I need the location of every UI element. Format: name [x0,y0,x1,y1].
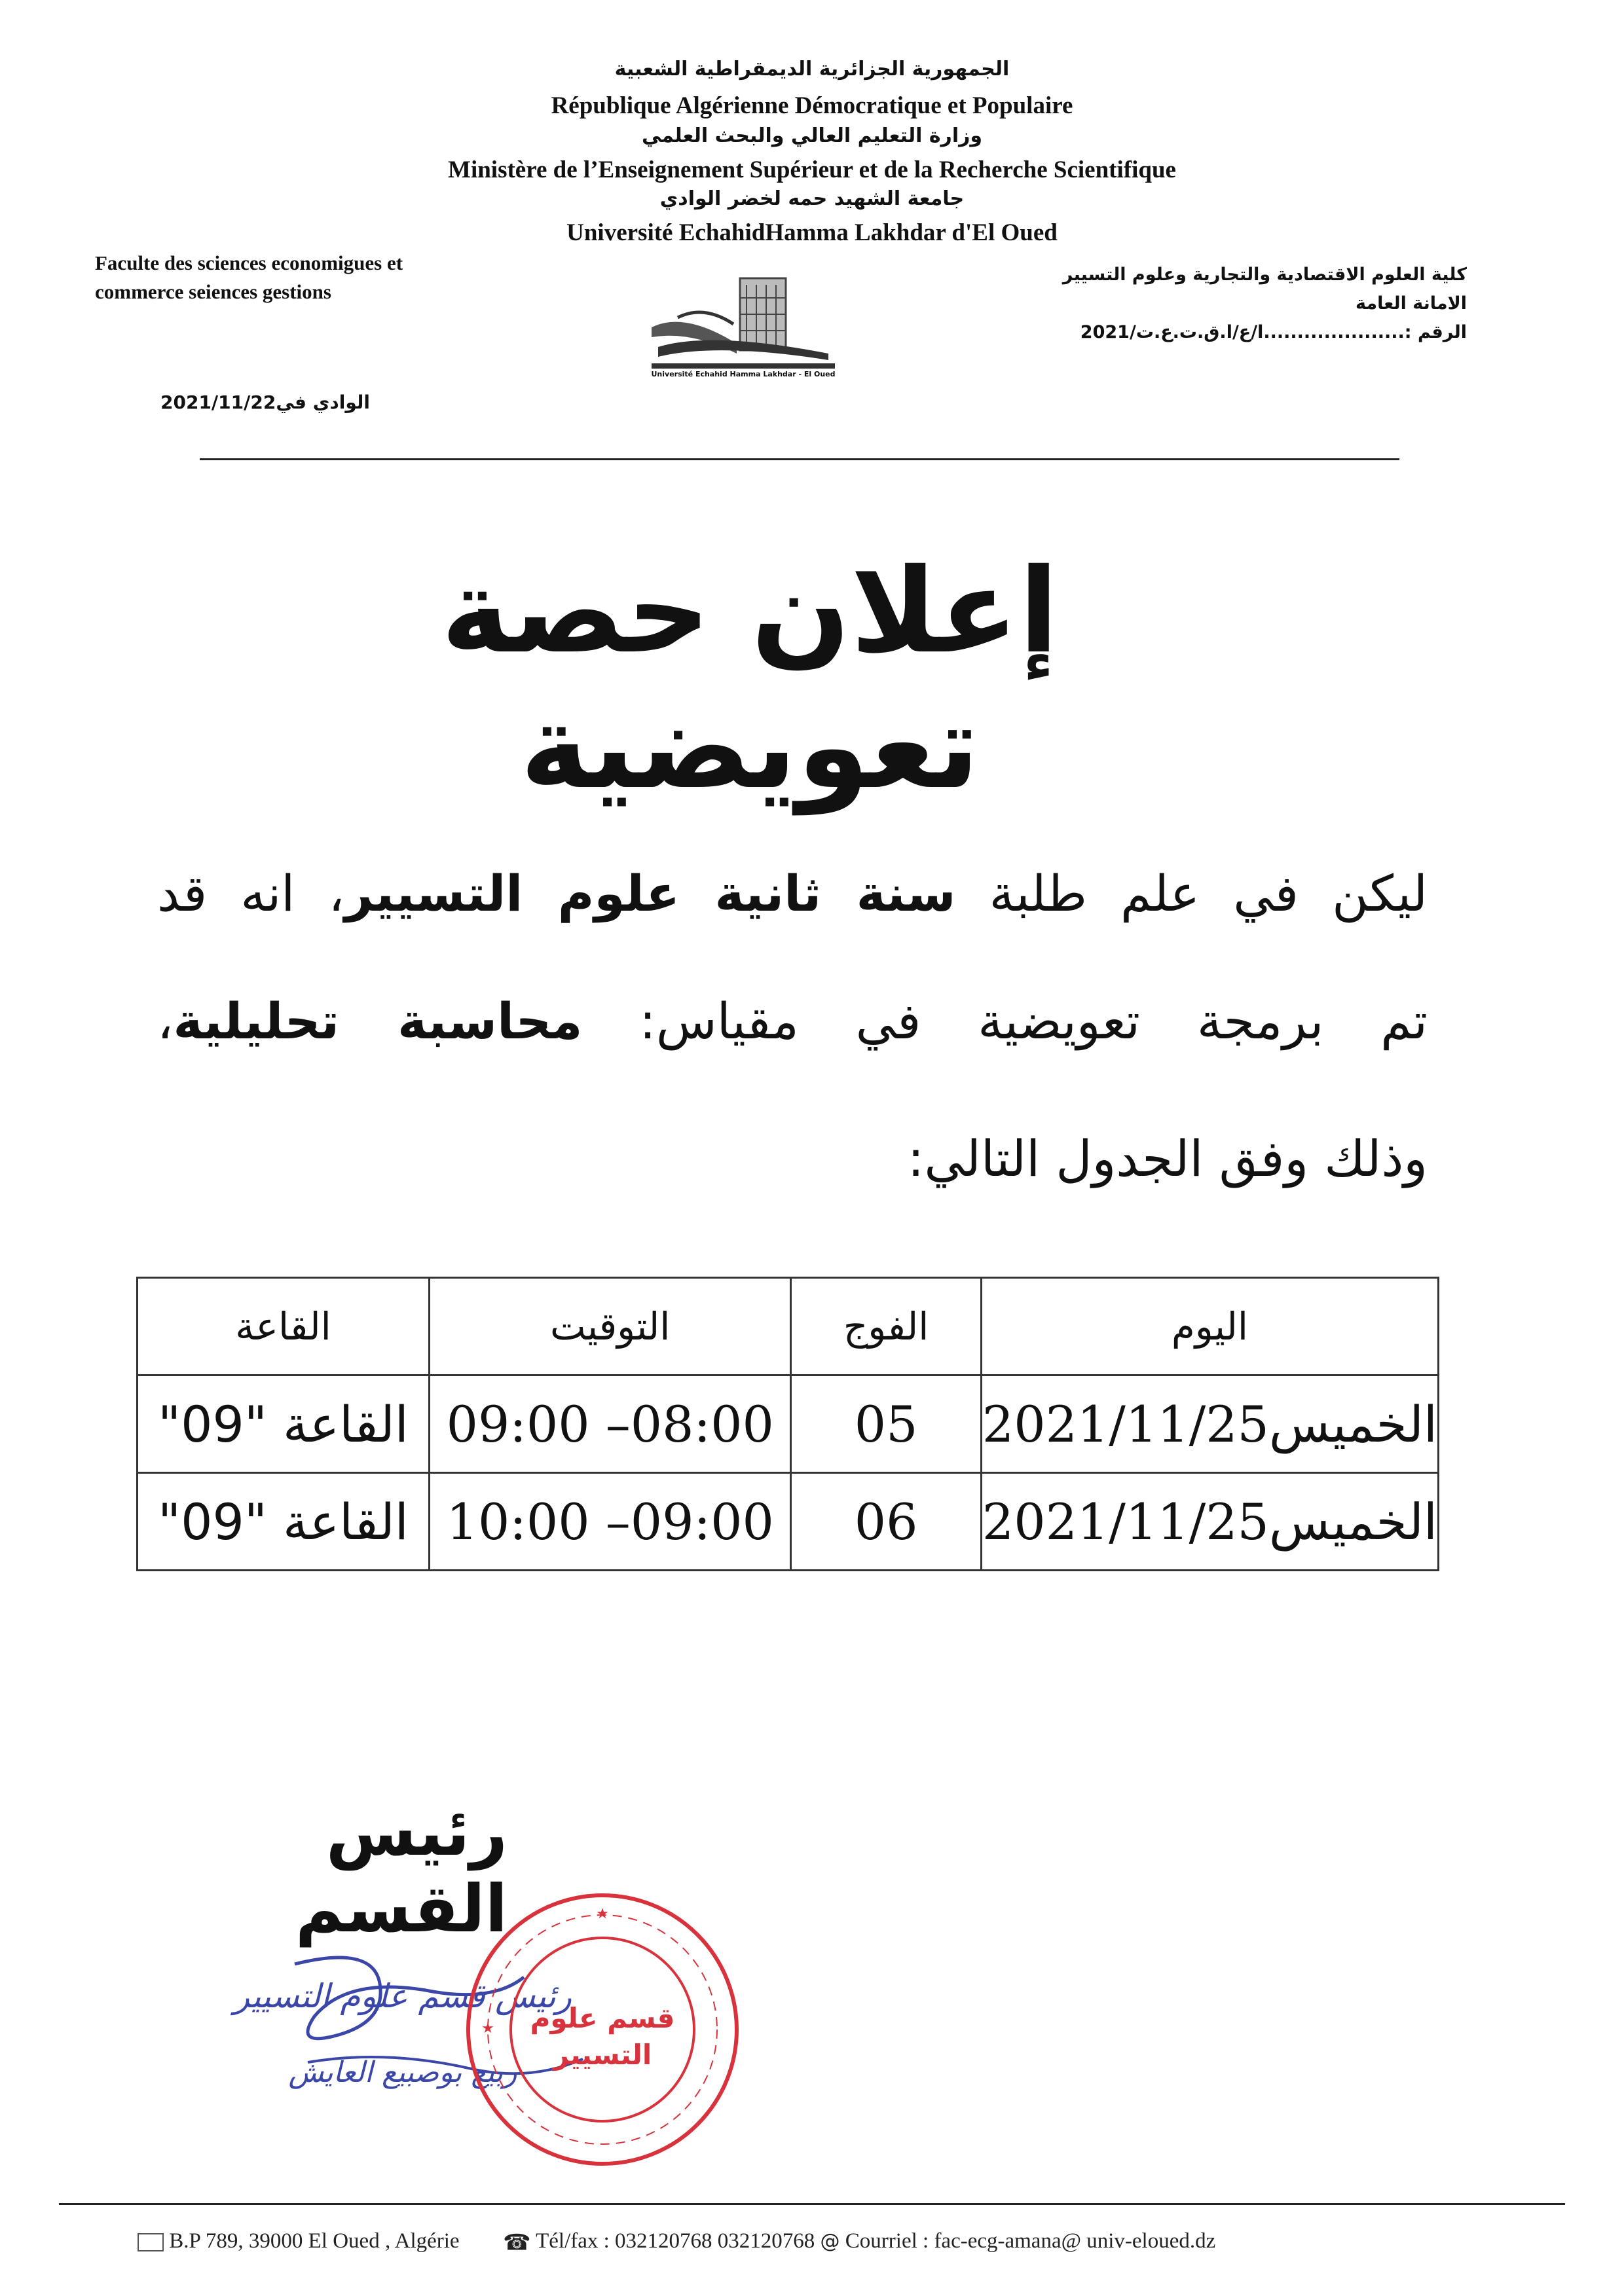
table-header-row [138,1278,1439,1376]
faculty-fr-name [95,249,514,306]
svg-text:★: ★ [596,1906,609,1922]
footer [138,2229,1545,2255]
footer-phone: Tél/fax : 032120768 032120768 [536,2229,815,2253]
header-fr-university: Université EchahidHamma Lakhdar d'El Oued [566,219,1058,246]
body-line-3: وذلك وفق الجدول التالي: [907,1129,1428,1188]
faculty-fr-line2: commerce seiences gestions [95,280,331,303]
faculty-ar-line1: كلية العلوم الاقتصادية والتجارية وعلوم التسيير [1062,264,1467,285]
header-divider [200,458,1399,460]
header-ar-university: جامعة الشهيد حمه لخضر الوادي [659,187,965,210]
header-fr-republic: République Algérienne Démocratique et Populaire [551,92,1073,119]
cell-time: 10:00 –09:00 [430,1473,791,1571]
svg-text:★: ★ [481,2020,494,2037]
email-icon: @ [820,2230,840,2253]
footer-divider [59,2203,1565,2205]
cell-group: 05 [791,1376,982,1473]
body-line-1 [157,864,1428,922]
cell-day: الخميس2021/11/25 [981,1376,1438,1473]
cell-room: القاعة "09" [138,1473,430,1571]
handwritten-signer-role: رئيس قسم علوم التسيير [233,1977,572,2015]
phone-icon: ☎ [503,2229,531,2256]
schedule-table [136,1277,1439,1571]
header-ar-ministry: وزارة التعليم العالي والبحث العلمي [641,124,983,147]
page-title: إعلان حصة تعويضية [441,543,1059,814]
cell-time: 09:00 –08:00 [430,1376,791,1473]
faculty-fr-line1: Faculte des sciences economigues et [95,251,403,274]
cell-room: القاعة "09" [138,1376,430,1473]
target-students: سنة ثانية علوم التسيير [344,864,956,922]
department-stamp [458,1886,747,2174]
table-row [138,1376,1439,1473]
header-room: القاعة [138,1278,430,1376]
body-line-2-start: تم برمجة تعويضية في مقياس: [582,992,1428,1050]
body-line-1-end: ، انه قد [157,864,345,922]
footer-address: B.P 789, 39000 El Oued , Algérie [169,2229,460,2253]
mail-icon [138,2233,164,2251]
header-fr-ministry: Ministère de l’Enseignement Supérieur et de la Recherche Scientifique [448,156,1176,183]
body-line-2 [157,992,1428,1050]
header-ar-republic: الجمهورية الجزائرية الديمقراطية الشعبية [614,58,1010,81]
reference-number: الرقم :.....................ا/ع/ا.ق.ت.ع.ت/2021 [1080,322,1467,342]
faculty-ar-block [877,261,1467,347]
document-date: الوادي في2021/11/22 [160,392,371,413]
header-time: التوقيت [430,1278,791,1376]
table-row [138,1473,1439,1571]
cell-group: 06 [791,1473,982,1571]
stamp-text: قسم علوم التسيير [530,2002,675,2071]
header-group: الفوج [791,1278,982,1376]
logo-caption: Université Echahid Hamma Lakhdar - El Oued [651,370,836,378]
handwritten-signer-name: ربيع بوصبيع العايش [288,2056,517,2089]
university-logo [638,265,848,386]
university-logo-icon [638,265,848,386]
body-line-1-start: ليكن في علم طلبة [955,864,1428,922]
header-day: اليوم [981,1278,1438,1376]
signer-title: رئيس القسم [295,1794,507,1947]
body-line-2-end: ، [157,992,174,1050]
footer-email: Courriel : fac-ecg-amana@ univ-eloued.dz [845,2229,1216,2253]
cell-day: الخميس2021/11/25 [981,1473,1438,1571]
course-name: محاسبة تحليلية [173,992,583,1050]
faculty-ar-line2: الامانة العامة [1356,293,1467,314]
